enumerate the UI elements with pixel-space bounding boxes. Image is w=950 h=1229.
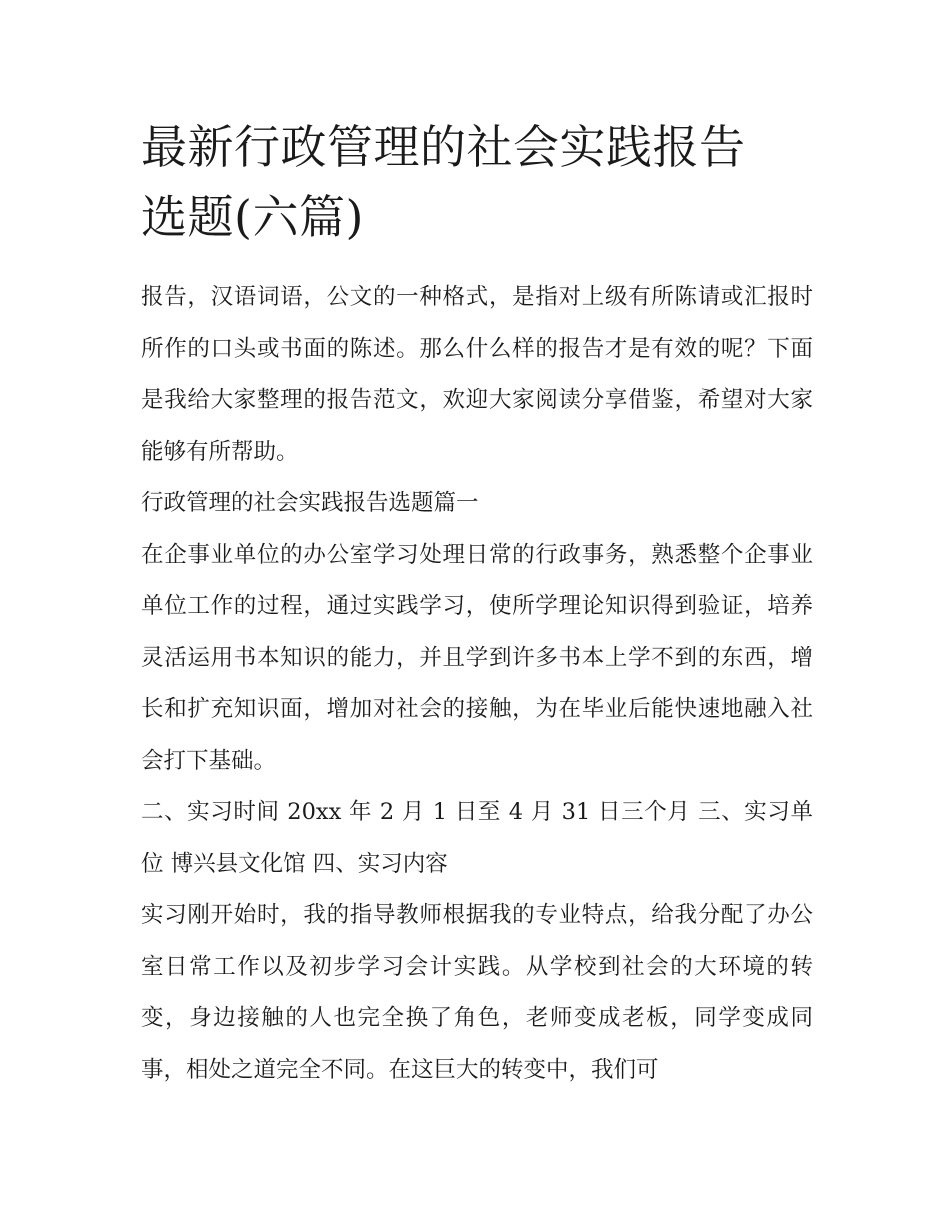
title-line-2: 选题(六篇) [141,190,364,244]
section-heading: 行政管理的社会实践报告选题篇一 [141,490,479,516]
title-line-1: 最新行政管理的社会实践报告 [141,120,746,174]
purpose-paragraph: 在企事业单位的办公室学习处理日常的行政事务，熟悉整个企事业单位工作的过程，通过实践学习，使所学理论知识得到验证，培养灵活运用书本知识的能力，并且学到许多书本上学不到的东西，增长和扩充知识面，增加对社会的接触，为在毕业后能快速地融入社会打下基础。 [141,541,813,774]
internship-content-paragraph: 实习刚开始时，我的指导教师根据我的专业特点，给我分配了办公室日常工作以及初步学习会计实践。从学校到社会的大环境的转变，身边接触的人也完全换了角色，老师变成老板，同学变成同事，相处之道完全不同。在这巨大的转变中，我们可 [141,902,813,1083]
document-content [141,112,813,1096]
intro-paragraph: 报告，汉语词语，公文的一种格式，是指对上级有所陈请或汇报时所作的口头或书面的陈述。那么什么样的报告才是有效的呢？下面是我给大家整理的报告范文，欢迎大家阅读分享借鉴，希望对大家能够有所帮助。 [141,284,813,465]
document-title [141,112,813,252]
internship-info-paragraph: 二、实习时间 20xx 年 2 月 1 日至 4 月 31 日三个月 三、实习单位 博兴县文化馆 四、实习内容 [141,799,813,877]
document-body [141,272,813,1096]
